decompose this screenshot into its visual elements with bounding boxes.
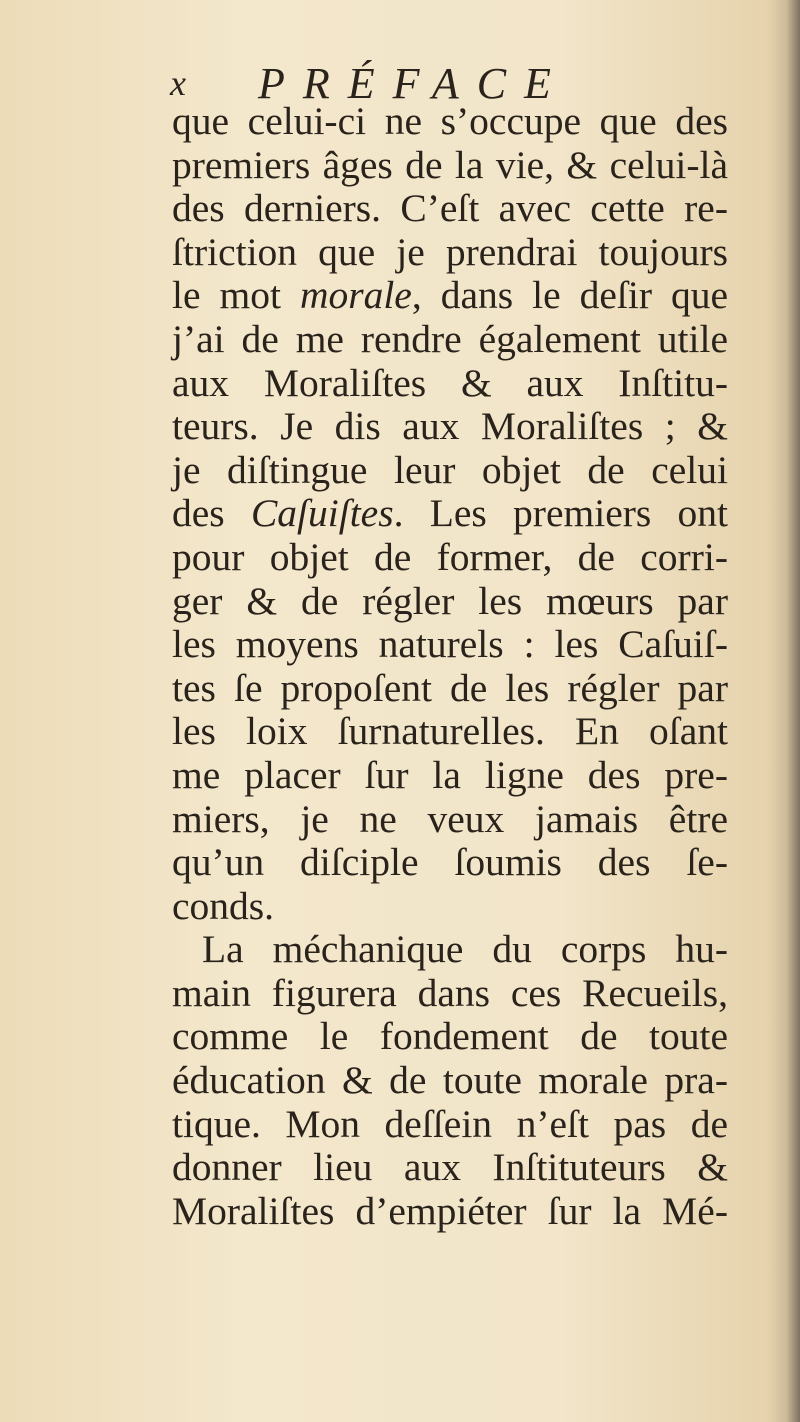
text-line: comme le fondement de toute (172, 1014, 728, 1059)
italic-word: Caſuiſtes (250, 491, 394, 536)
text-line: La méchanique du corps hu- (202, 927, 728, 972)
folio-number: x (170, 63, 186, 103)
text-segment: , dans le deſir que (411, 273, 728, 318)
text-line: teurs. Je dis aux Moraliſtes ; & (172, 404, 728, 449)
text-line: aux Moraliſtes & aux Inſtitu- (172, 360, 728, 405)
text-line: des derniers. C’eſt avec cette re- (172, 186, 728, 231)
text-line: que celui-ci ne s’occupe que des (172, 99, 728, 143)
text-line: me placer ſur la ligne des pre- (172, 752, 728, 797)
text-segment: . Les premiers ont (393, 491, 728, 536)
text-line: tique. Mon deſſein n’eſt pas de (172, 1101, 728, 1146)
text-line: les loix ſurnaturelles. En oſant (172, 709, 728, 754)
body-text (172, 100, 728, 1233)
page-edge (786, 0, 800, 1422)
text-line: donner lieu aux Inſtituteurs & (172, 1145, 728, 1190)
text-segment: le mot (172, 273, 300, 318)
text-line: miers, je ne veux jamais être (172, 796, 728, 841)
text-line (172, 274, 728, 318)
text-line: Moraliſtes d’empiéter ſur la Mé- (172, 1188, 728, 1233)
text-line: je diſtingue leur objet de celui (172, 447, 728, 492)
text-line: ger & de régler les mœurs par (172, 578, 728, 623)
text-line: premiers âges de la vie, & celui-là (172, 142, 728, 187)
text-line (172, 492, 728, 536)
text-line: les moyens naturels : les Caſuiſ- (172, 622, 728, 667)
text-line: main figurera dans ces Recueils, (172, 970, 728, 1015)
text-segment: des (172, 491, 251, 536)
italic-word: morale (299, 273, 412, 318)
running-title: PRÉFACE (258, 59, 569, 108)
text-line: conds. (172, 883, 275, 928)
text-line: j’ai de me rendre également utile (172, 316, 728, 361)
text-line: qu’un diſciple ſoumis des ſe- (172, 840, 728, 885)
text-line: éducation & de toute morale pra- (172, 1058, 728, 1103)
text-line: pour objet de former, de corri- (172, 534, 728, 579)
text-line: tes ſe propoſent de les régler par (172, 665, 728, 710)
text-line: ſtriction que je prendrai toujours (172, 229, 728, 274)
